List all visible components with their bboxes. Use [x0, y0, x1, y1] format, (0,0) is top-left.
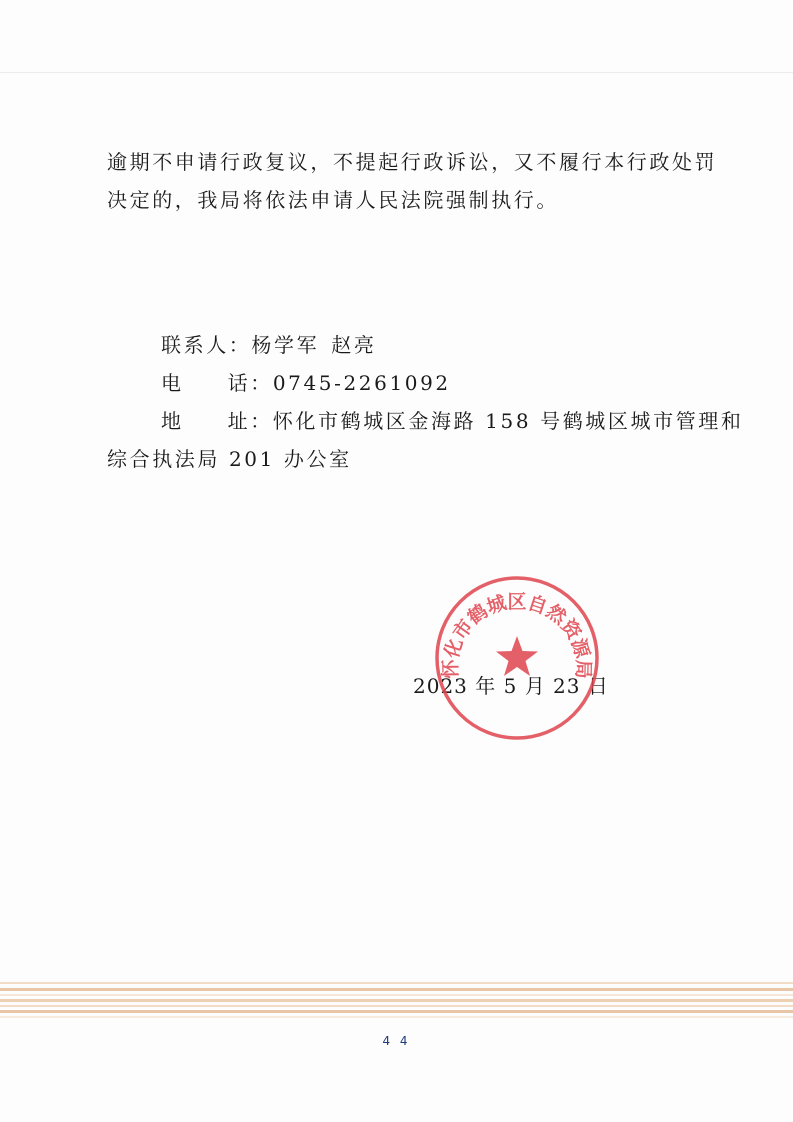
official-seal [433, 574, 601, 742]
address-value-line-1: 怀化市鹤城区金海路 158 号鹤城区城市管理和 [272, 409, 744, 433]
scan-edge-line [0, 72, 793, 73]
contact-label: 联系人： [161, 333, 252, 357]
address-line-2: 综合执法局 201 办公室 [107, 447, 352, 471]
address-label-char-1: 地 [161, 409, 184, 433]
footer-decorative-bands [0, 976, 793, 1026]
phone-label-char-1: 电 [161, 371, 184, 395]
phone-value: 0745-2261092 [272, 371, 451, 395]
contact-name-2: 赵亮 [331, 333, 377, 357]
contact-name-1: 杨学军 [251, 333, 320, 357]
seal-star-icon [496, 636, 538, 676]
address-line-1 [161, 407, 744, 435]
seal-text: 怀化市鹤城区自然资源局 [439, 590, 595, 679]
address-label-char-2: 址： [227, 409, 273, 433]
phone-label-char-2: 话： [227, 371, 273, 395]
document-date: 2023 年 5 月 23 日 [413, 674, 609, 698]
phone-line [161, 369, 451, 397]
paragraph-line-2: 决定的，我局将依法申请人民法院强制执行。 [107, 188, 559, 212]
page-number: 4 4 [382, 1034, 411, 1048]
contact-line [161, 331, 376, 359]
paragraph-line-1: 逾期不申请行政复议，不提起行政诉讼，又不履行本行政处罚 [107, 150, 718, 174]
